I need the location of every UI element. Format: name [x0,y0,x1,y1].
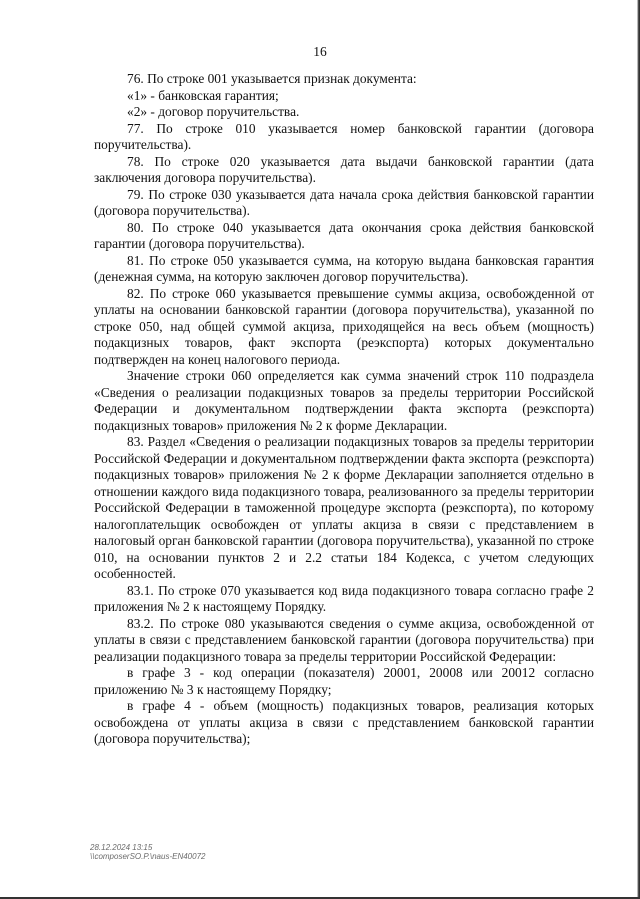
paragraph-79: 79. По строке 030 указывается дата начала срока действия банковской гарантии (договора поручительства). [94,186,594,218]
list-item-surety-contract: «2» - договор поручительства. [127,104,300,119]
paragraph-column-4: в графе 4 - объем (мощность) подакцизных товаров, реализация которых освобождена от уплаты акциза в связи с представлением банковской гарантии (договора поручительства); [94,698,594,746]
paragraph-81: 81. По строке 050 указывается сумма, на которую выдана банковская гарантия (денежная сумма, на которую заключен договор поручительства). [94,252,594,284]
list-item-bank-guarantee: «1» - банковская гарантия; [127,87,279,103]
footer-file-path: \\composerSO.P.\naus-EN40072 [90,852,206,861]
paragraph-76: 76. По строке 001 указывается признак документа: [127,71,417,86]
paragraph-83-2: 83.2. По строке 080 указываются сведения о сумме акциза, освобожденной от уплаты в связи с представлением банковской гарантии (договора поручительства) при реализации подакцизного товара за пределы территории Российской Федерации: [94,615,594,664]
paragraph-83-1: 83.1. По строке 070 указывается код вида подакцизного товара согласно графе 2 приложения № 2 к настоящему Порядку. [94,582,594,614]
paragraph-82: 82. По строке 060 указывается превышение суммы акциза, освобожденной от уплаты на основании банковской гарантии (договора поручительства), указанной по строке 050, над общей суммой акциза, приходящейся на весь объем (мощность) подакцизных товаров, факт экспорта (реэкспорта) которых документально подтвержден на конец налогового периода. [94,285,594,367]
document-footer [90,843,205,861]
paragraph-line-060-value: Значение строки 060 определяется как сумма значений строк 110 подраздела «Сведения о реализации подакцизных товаров за пределы территории Российской Федерации и документальном подтверждении факта экспорта (реэкспорта) подакцизных товаров» приложения № 2 к форме Декларации. [94,368,594,433]
paragraph-77: 77. По строке 010 указывается номер банковской гарантии (договора поручительства). [94,120,594,152]
footer-timestamp: 28.12.2024 13:15 [90,843,153,852]
document-body [94,71,594,748]
page-number: 16 [313,44,327,59]
paragraph-column-3: в графе 3 - код операции (показателя) 20001, 20008 или 20012 согласно приложению № 3 к настоящему Порядку; [94,665,594,697]
paragraph-78: 78. По строке 020 указывается дата выдачи банковской гарантии (дата заключения договора поручительства). [94,153,594,185]
paragraph-83: 83. Раздел «Сведения о реализации подакцизных товаров за пределы территории Российской Федерации и документальном подтверждении факта экспорта (реэкспорта) подакцизных товаров» приложения № 2 к форме Декларации заполняется отдельно в отношении каждого вида подакцизного товара, реализованного за пределы территории Российской Федерации в таможенной процедуре экспорта (реэкспорта), по которому налогоплательщик освобожден от уплаты акциза в связи с представлением в налоговый орган банковской гарантии (договора поручительства), указанной по строке 010, на основании пунктов 2 и 2.2 статьи 184 Кодекса, с учетом следующих особенностей. [94,434,594,581]
paragraph-80: 80. По строке 040 указывается дата окончания срока действия банковской гарантии (договора поручительства). [94,219,594,251]
